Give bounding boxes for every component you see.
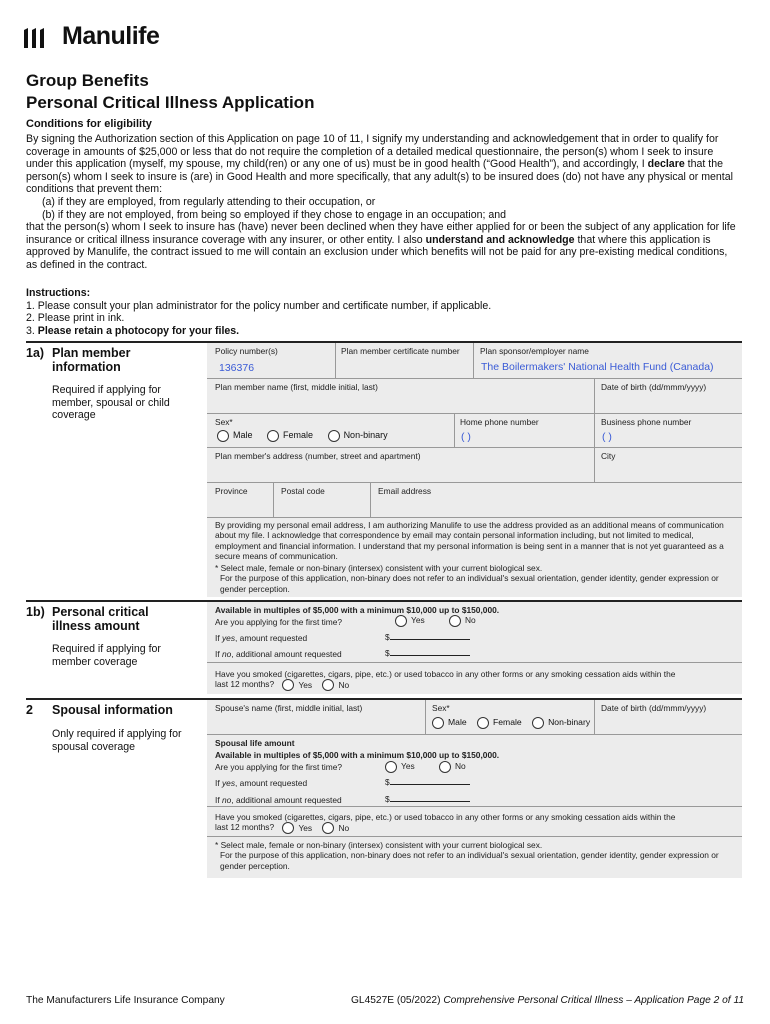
first-time-no-radio[interactable]: No [449, 615, 476, 625]
conditions-heading: Conditions for eligibility [26, 118, 152, 130]
first-time-yes-radio[interactable]: Yes [395, 615, 425, 625]
page-title-line1: Group Benefits [26, 71, 149, 90]
policy-number-field[interactable]: Policy number(s) 136376 [207, 343, 336, 379]
sponsor-name-value: The Boilermakers' National Health Fund (Canada) [481, 361, 714, 373]
spouse-dob-field[interactable]: Date of birth (dd/mmm/yyyy) [595, 700, 742, 735]
address-field[interactable]: Plan member's address (number, street and apartment) [207, 448, 595, 483]
member-dob-field[interactable]: Date of birth (dd/mmm/yyyy) [595, 379, 742, 414]
postal-code-field[interactable]: Postal code [274, 483, 371, 518]
city-field[interactable]: City [595, 448, 742, 483]
section-2-title: Spousal information [52, 703, 173, 717]
spouse-smoked-no-radio[interactable]: No [322, 823, 349, 833]
member-sex-field: Sex* Male Female Non-binary [207, 414, 455, 448]
spouse-sex-note: * Select male, female or non-binary (intersex) consistent with your current biological sex. For the purpose of this application, non-binary does not refer to an individual's sexual orientation, gender identity, gender expression or gender perception. [215, 840, 719, 871]
certificate-number-field[interactable]: Plan member certificate number [336, 343, 474, 379]
amount-requested-input[interactable]: $ [385, 630, 470, 642]
spouse-additional-amount-input[interactable]: $ [385, 792, 470, 804]
section-1a-note: Required if applying for member, spousal or child coverage [52, 384, 170, 422]
sex-male-radio[interactable]: Male [217, 430, 253, 440]
spouse-amount-requested-input[interactable]: $ [385, 775, 470, 787]
page-title-line2: Personal Critical Illness Application [26, 93, 315, 112]
spouse-first-time-no-radio[interactable]: No [439, 761, 466, 771]
instructions: Instructions: 1. Please consult your plan administrator for the policy number and certificate number, if applicable. 2. Please print in ink. 3. Please retain a photocopy for your files. [26, 287, 492, 337]
sponsor-name-field[interactable]: Plan sponsor/employer name The Boilermakers' National Health Fund (Canada) [474, 343, 742, 379]
section-1a-title: Plan member information [52, 346, 131, 374]
spouse-smoked-yes-radio[interactable]: Yes [282, 823, 312, 833]
email-field[interactable]: Email address [371, 483, 742, 518]
section-2-note: Only required if applying for spousal coverage [52, 728, 182, 753]
section-1b-title: Personal critical illness amount [52, 605, 149, 633]
section-1b-number: 1b) [26, 605, 45, 619]
smoked-yes-radio[interactable]: Yes [282, 680, 312, 690]
sex-note: * Select male, female or non-binary (intersex) consistent with your current biological sex. For the purpose of this application, non-binary does not refer to an individual's sexual orientation, gender identity, gender expression or gender perception. [215, 563, 719, 594]
manulife-logo-icon [24, 27, 48, 49]
sex-female-radio[interactable]: Female [267, 430, 313, 440]
smoked-no-radio[interactable]: No [322, 680, 349, 690]
email-consent-note: By providing my personal email address, I am authorizing Manulife to use the address provided as an additional means of communication about my file. I acknowledge that correspondence by email may contain personal information including, but not limited to medical, employment and financial information. I understand that my personal information is being sent in a manner that is not yet guaranteed as a secure means of communication. [215, 520, 724, 562]
home-phone-field[interactable]: Home phone number ( ) [455, 414, 595, 448]
critical-illness-panel: Available in multiples of $5,000 with a minimum $10,000 up to $150,000. Are you applying for the first time? Yes No If yes, amount requested $ If no, additional amount requested $ Have you smoked (cigarettes, cigars, pipe, etc.) or used tobacco in any other forms or any smoking cessation aids within the last 12 months? Yes No [207, 602, 742, 694]
conditions-text: By signing the Authorization section of this Application on page 10 of 11, I signify my understanding and acknowledgement that in order to qualify for coverage in amounts of $25,000 or less that do not require the completion of a detailed medical questionnaire, the person(s) whom I seek to insure under this application (myself, my spouse, my child(ren) or any one of us) must be in good health (“Good Health”), and accordingly, I declare that the person(s) whom I seek to insure is (are) in Good Health and more specifically, that any adult(s) to be insured does (do) not have any physical or mental conditions that prevent them: (a) if they are employed, from regularly attending to their occupation, or (b) if they are not employed, from being so employed if they chose to engage in an occupation; and that the person(s) whom I seek to insure has (have) never been declined when they have either applied for or been the subject of any application for life insurance or critical illness insurance coverage with any insurer, or other entity. I also understand and acknowledge that where this application is approved by Manulife, the contract issued to me will contain an exclusion under which benefits will not be paid for any pre-existing medical conditions, as defined in the contract. [26, 133, 736, 271]
policy-number-value: 136376 [219, 362, 255, 374]
member-name-field[interactable]: Plan member name (first, middle initial, last) [207, 379, 595, 414]
province-field[interactable]: Province [207, 483, 274, 518]
plan-member-panel [207, 343, 742, 597]
section-1b-note: Required if applying for member coverage [52, 643, 161, 668]
spouse-name-field[interactable]: Spouse's name (first, middle initial, last) [207, 700, 426, 735]
additional-amount-input[interactable]: $ [385, 646, 470, 658]
brand-name: Manulife [62, 22, 160, 50]
footer-company: The Manufacturers Life Insurance Company [26, 995, 225, 1006]
spouse-sex-female-radio[interactable]: Female [477, 717, 522, 727]
footer-form-code: GL4527E (05/2022) Comprehensive Personal Critical Illness – Application Page 2 of 11 [351, 995, 745, 1006]
section-2-number: 2 [26, 703, 33, 717]
sex-nonbinary-radio[interactable]: Non-binary [328, 430, 388, 440]
section-1a-number: 1a) [26, 346, 45, 360]
spouse-first-time-yes-radio[interactable]: Yes [385, 761, 415, 771]
business-phone-field[interactable]: Business phone number ( ) [595, 414, 742, 448]
spouse-sex-male-radio[interactable]: Male [432, 717, 467, 727]
spouse-sex-nonbinary-radio[interactable]: Non-binary [532, 717, 590, 727]
spousal-panel: Spouse's name (first, middle initial, last) Sex* Male Female Non-binary Date of birth (dd/mmm/yyyy) Spousal life amount Available in multiples of $5,000 with a minimum $10,000 up to $150,000. Are you applying for the first time? Yes No If yes, amount requested $ If no, additional amount requested $ Have you smoked (cigarettes, cigars, pipe, etc.) or used tobacco in any other forms or any smoking cessation aids within the last 12 months? Yes No * Select male, female or non-binary (intersex) consistent with your current biological sex. For the purpose of this application, non-binary does not refer to an individual's sexual orientation, gender identity, gender expression or gender perception. [207, 700, 742, 878]
spouse-sex-field: Sex* Male Female Non-binary [426, 700, 595, 735]
